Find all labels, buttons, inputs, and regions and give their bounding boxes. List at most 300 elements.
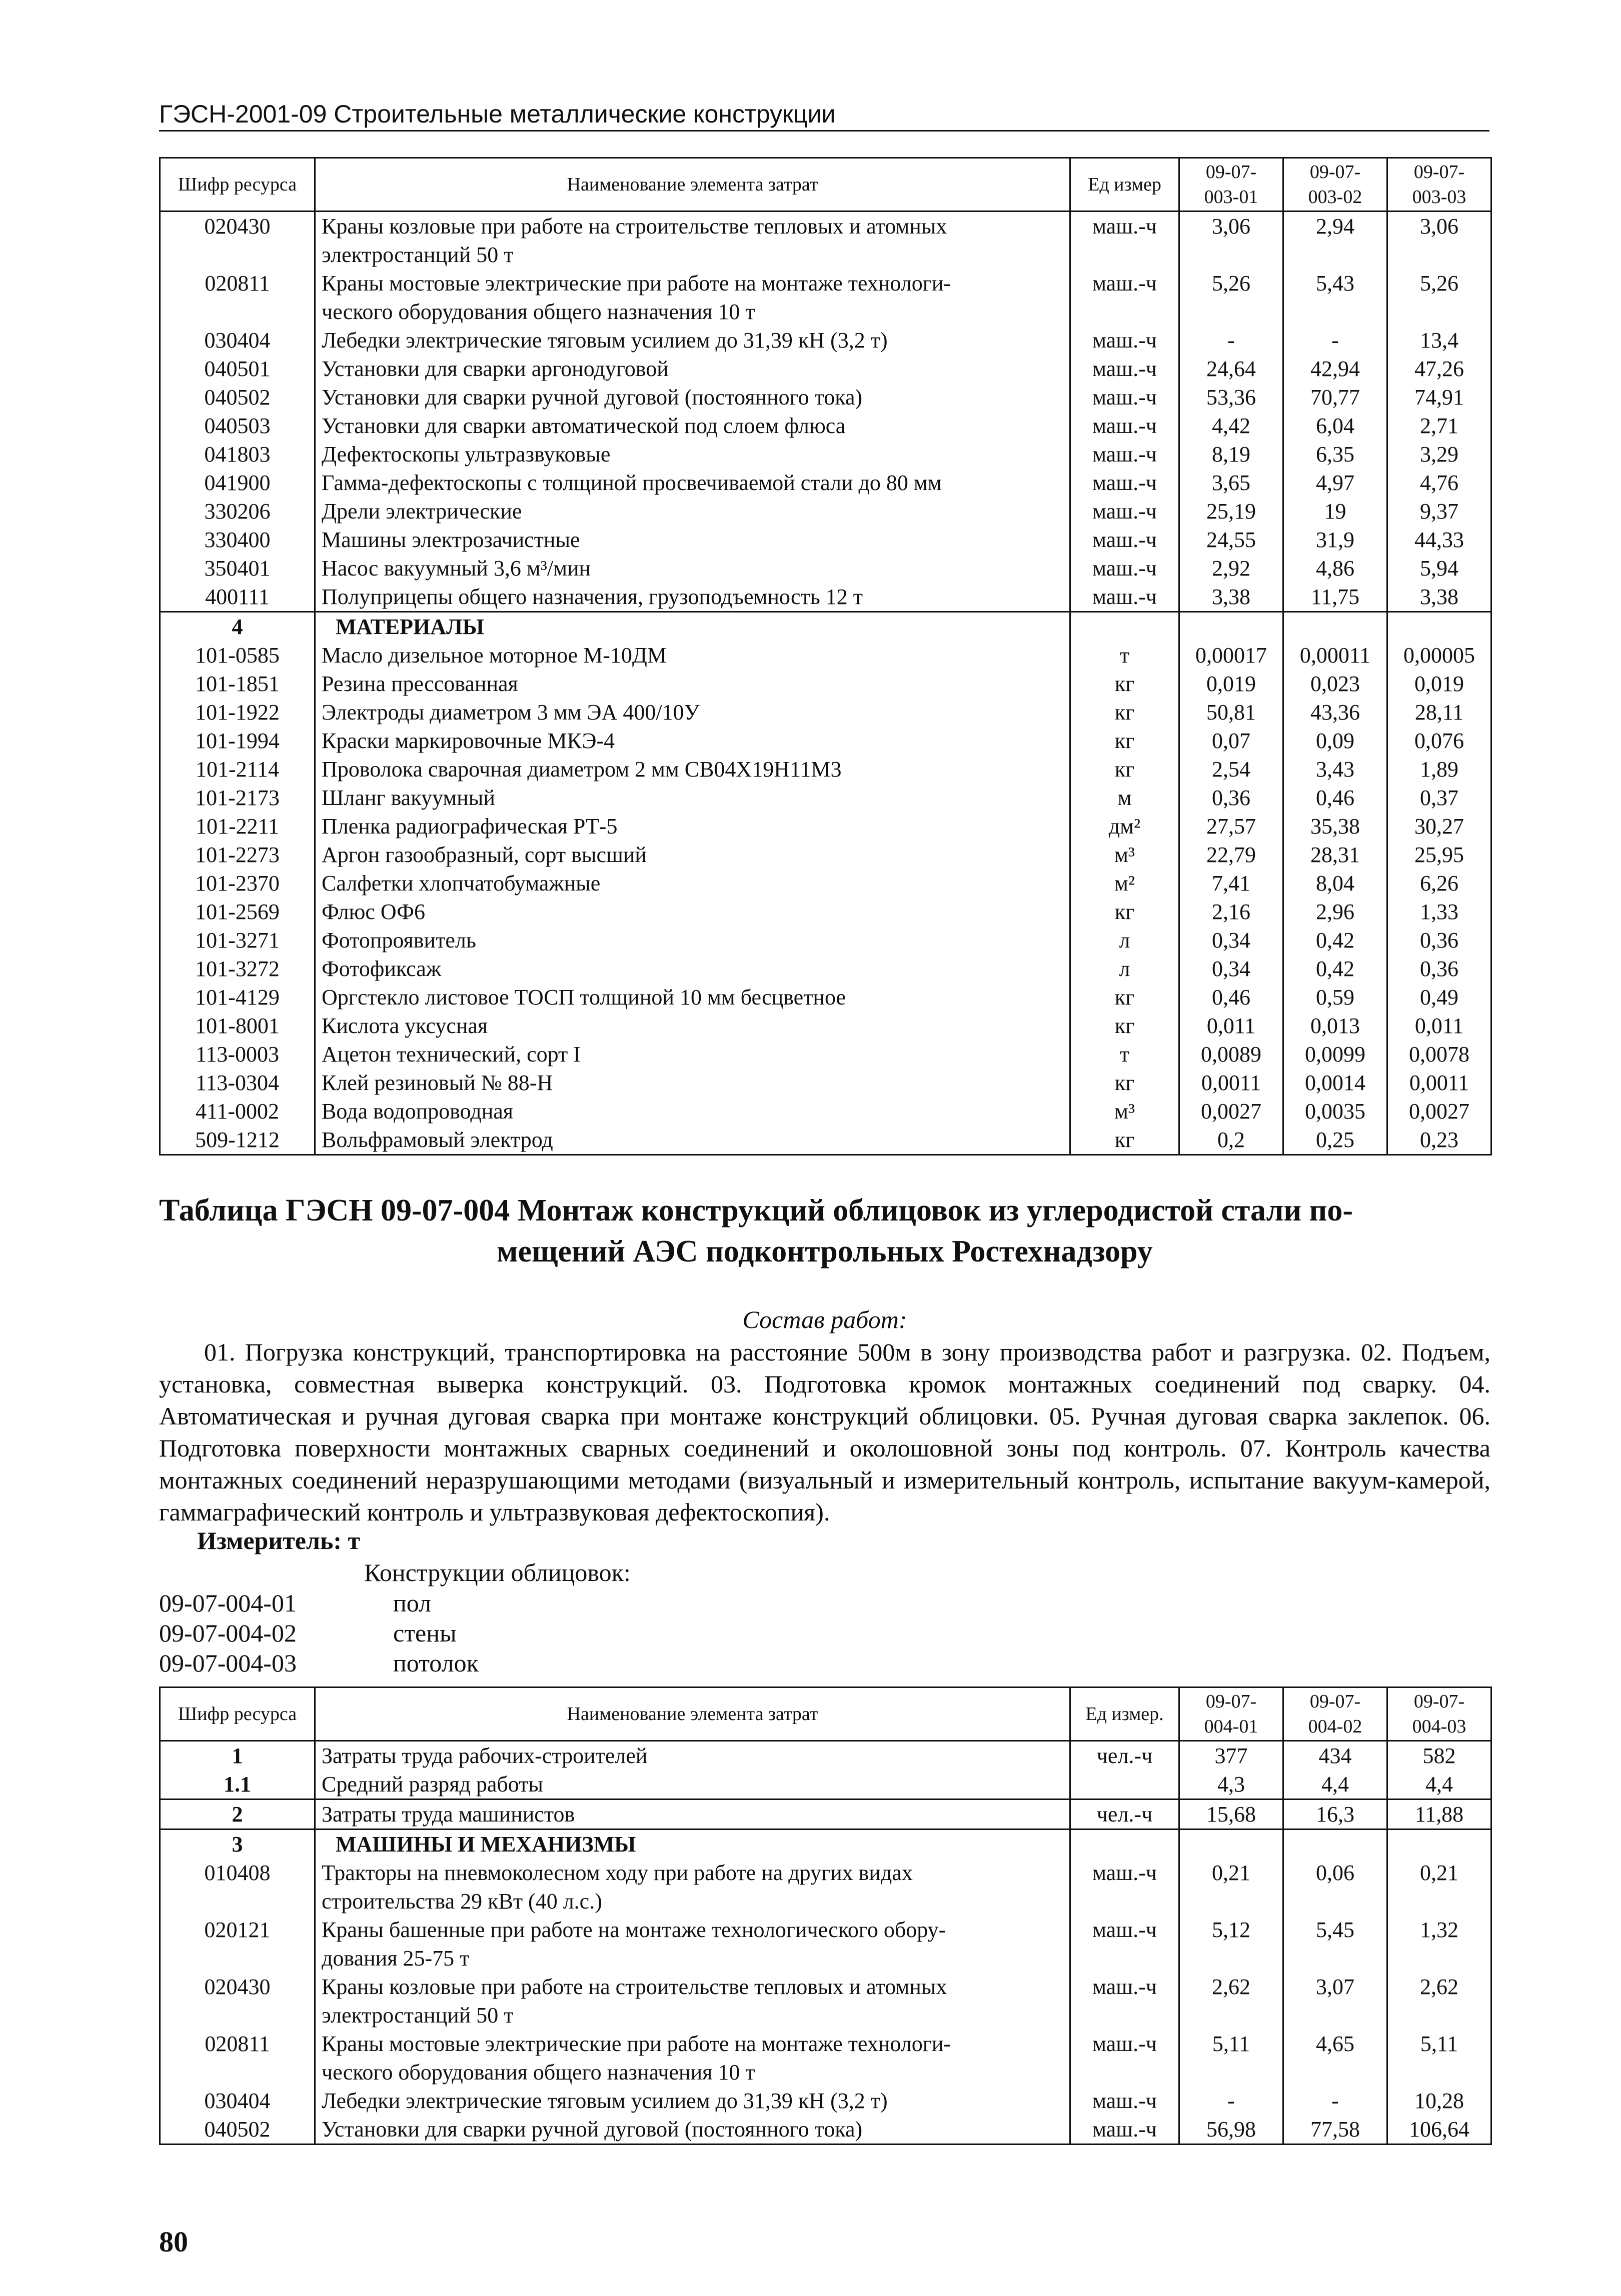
- table-header-row: [160, 158, 1491, 212]
- page-number: 80: [159, 2226, 188, 2258]
- variant-row: [159, 1588, 609, 1618]
- norm-value: 0,0027: [1179, 1097, 1283, 1126]
- norm-value: 11,88: [1387, 1800, 1491, 1830]
- resource-table-004: [159, 1686, 1492, 2145]
- resource-unit: маш.-ч: [1070, 326, 1179, 354]
- resource-code: 101-8001: [160, 1012, 315, 1040]
- table-row: [160, 1972, 1491, 2030]
- empty-cell: [1179, 612, 1283, 642]
- norm-value: -: [1179, 326, 1283, 354]
- col-header-unit: Ед измер.: [1070, 1688, 1179, 1741]
- resource-name: Машины электрозачистные: [315, 526, 1070, 554]
- norm-value: 106,64: [1387, 2115, 1491, 2144]
- norm-value: 434: [1283, 1741, 1387, 1770]
- col-header-unit: Ед измер: [1070, 158, 1179, 212]
- resource-name: Вода водопроводная: [315, 1097, 1070, 1126]
- norm-value: 1,32: [1387, 1916, 1491, 1972]
- norm-value: 25,95: [1387, 840, 1491, 869]
- table-row: [160, 554, 1491, 582]
- resource-unit: маш.-ч: [1070, 2086, 1179, 2115]
- norm-value: 53,36: [1179, 383, 1283, 412]
- col-header-norm-1: 09-07- 004-01: [1179, 1688, 1283, 1741]
- resource-unit: маш.-ч: [1070, 269, 1179, 326]
- resource-name: Краны козловые при работе на строительстве тепловых и атомных электростанций 50 т: [315, 212, 1070, 270]
- resource-name: Фотопроявитель: [315, 926, 1070, 954]
- resource-unit: маш.-ч: [1070, 582, 1179, 612]
- resource-unit: маш.-ч: [1070, 1972, 1179, 2030]
- resource-name: Фотофиксаж: [315, 954, 1070, 983]
- norm-value: 0,42: [1283, 954, 1387, 983]
- resource-code: 041803: [160, 440, 315, 468]
- norm-value: 13,4: [1387, 326, 1491, 354]
- norm-value: 3,38: [1179, 582, 1283, 612]
- norm-value: 30,27: [1387, 812, 1491, 840]
- norm-value: 1,33: [1387, 898, 1491, 926]
- empty-cell: [1179, 1830, 1283, 1859]
- resource-name: Дрели электрические: [315, 497, 1070, 526]
- resource-name: Гамма-дефектоскопы с толщиной просвечиваемой стали до 80 мм: [315, 468, 1070, 497]
- norm-value: 7,41: [1179, 869, 1283, 898]
- table-row: [160, 1126, 1491, 1155]
- norm-value: 4,4: [1387, 1770, 1491, 1800]
- norm-value: 2,71: [1387, 412, 1491, 440]
- resource-name: Краны мостовые электрические при работе на монтаже технологи- ческого оборудования общего назначения 10 т: [315, 269, 1070, 326]
- resource-code: 020811: [160, 269, 315, 326]
- norm-value: 6,04: [1283, 412, 1387, 440]
- norm-value: 3,43: [1283, 755, 1387, 784]
- norm-value: 4,65: [1283, 2030, 1387, 2086]
- empty-cell: [1283, 1830, 1387, 1859]
- resource-code: 030404: [160, 2086, 315, 2115]
- norm-value: 27,57: [1179, 812, 1283, 840]
- resource-unit: кг: [1070, 898, 1179, 926]
- resource-unit: т: [1070, 1040, 1179, 1068]
- resource-unit: дм²: [1070, 812, 1179, 840]
- norm-value: 0,25: [1283, 1126, 1387, 1155]
- resource-unit: маш.-ч: [1070, 497, 1179, 526]
- resource-unit: маш.-ч: [1070, 440, 1179, 468]
- norm-value: 70,77: [1283, 383, 1387, 412]
- norm-value: 0,013: [1283, 1012, 1387, 1040]
- norm-value: 44,33: [1387, 526, 1491, 554]
- resource-code: 400111: [160, 582, 315, 612]
- variant-code: 09-07-004-01: [159, 1589, 297, 1617]
- resource-code: 020430: [160, 1972, 315, 2030]
- resource-unit: маш.-ч: [1070, 468, 1179, 497]
- resource-name: Салфетки хлопчатобумажные: [315, 869, 1070, 898]
- table-row: [160, 641, 1491, 670]
- norm-value: 0,0078: [1387, 1040, 1491, 1068]
- table-header-row: [160, 1688, 1491, 1741]
- works-description: 01. Погрузка конструкций, транспортировка на расстояние 500м в зону производства работ и разгрузка. 02. Подъем, установка, совместная выверка конструкций. 03. Подготовка кромок монтажных соединений под сварку. 04. Автоматическая и ручная дуговая сварка при монтаже конструкций облицовки. 05. Ручная дуговая сварка заклепок. 06. Подготовка поверхности монтажных сварных соединений и околошовной зоны под контроль. 07. Контроль качества монтажных соединений неразрушающими методами (визуальный и измерительный контроль, испытание вакуум-камерой, гаммаграфический контроль и ультразвуковая дефектоскопия).: [159, 1338, 1490, 1526]
- norm-value: 0,076: [1387, 726, 1491, 755]
- norm-value: 0,00005: [1387, 641, 1491, 670]
- resource-code: 509-1212: [160, 1126, 315, 1155]
- col-header-norm-2: 09-07- 004-02: [1283, 1688, 1387, 1741]
- table-row: [160, 582, 1491, 612]
- norm-value: 19: [1283, 497, 1387, 526]
- norm-value: 8,04: [1283, 869, 1387, 898]
- table-row: [160, 755, 1491, 784]
- table-row: [160, 869, 1491, 898]
- norm-value: 0,0035: [1283, 1097, 1387, 1126]
- resource-code: 030404: [160, 326, 315, 354]
- norm-value: 0,36: [1179, 784, 1283, 812]
- empty-cell: [1070, 1830, 1179, 1859]
- resource-unit: маш.-ч: [1070, 554, 1179, 582]
- resource-name: Краны мостовые электрические при работе на монтаже технологи- ческого оборудования общего назначения 10 т: [315, 2030, 1070, 2086]
- table-row: [160, 670, 1491, 698]
- constructions-title: Конструкции облицовок:: [364, 1558, 631, 1586]
- table-row: [160, 812, 1491, 840]
- variant-row: [159, 1618, 609, 1648]
- norm-value: 4,3: [1179, 1770, 1283, 1800]
- section-title: Таблица ГЭСН 09-07-004 Монтаж конструкций облицовок из углеродистой стали по- мещений АЭС подконтрольных Ростехнадзору: [159, 1194, 1353, 1268]
- resource-unit: кг: [1070, 726, 1179, 755]
- resource-code: 101-0585: [160, 641, 315, 670]
- resource-code: 101-3272: [160, 954, 315, 983]
- resource-code: 2: [160, 1800, 315, 1830]
- resource-code: 010408: [160, 1858, 315, 1916]
- norm-value: 0,0089: [1179, 1040, 1283, 1068]
- table-row: [160, 212, 1491, 270]
- resource-code: 020811: [160, 2030, 315, 2086]
- norm-value: 0,09: [1283, 726, 1387, 755]
- norm-value: 25,19: [1179, 497, 1283, 526]
- resource-unit: чел.-ч: [1070, 1741, 1179, 1770]
- table-row: [160, 926, 1491, 954]
- variants-list: [159, 1588, 609, 1678]
- table-row: [160, 1916, 1491, 1972]
- resource-table-003: [159, 157, 1492, 1156]
- norm-value: 28,31: [1283, 840, 1387, 869]
- norm-value: 43,36: [1283, 698, 1387, 726]
- resource-name: Пленка радиографическая РТ-5: [315, 812, 1070, 840]
- resource-name: Электроды диаметром 3 мм ЭА 400/10У: [315, 698, 1070, 726]
- empty-cell: [1070, 612, 1179, 642]
- table-row: [160, 983, 1491, 1012]
- norm-value: 2,54: [1179, 755, 1283, 784]
- table-row: [160, 954, 1491, 983]
- resource-code: 330400: [160, 526, 315, 554]
- resource-code: 101-1851: [160, 670, 315, 698]
- norm-value: -: [1283, 2086, 1387, 2115]
- empty-cell: [1283, 612, 1387, 642]
- norm-value: 0,07: [1179, 726, 1283, 755]
- norm-value: 22,79: [1179, 840, 1283, 869]
- norm-value: -: [1283, 326, 1387, 354]
- measure-value: т: [348, 1526, 361, 1554]
- resource-name: Краны козловые при работе на строительстве тепловых и атомных электростанций 50 т: [315, 1972, 1070, 2030]
- norm-value: 2,92: [1179, 554, 1283, 582]
- resource-code: 101-3271: [160, 926, 315, 954]
- section-row: [160, 612, 1491, 642]
- norm-value: 0,36: [1387, 926, 1491, 954]
- table-row: [160, 898, 1491, 926]
- resource-name: Полуприцепы общего назначения, грузоподъемность 12 т: [315, 582, 1070, 612]
- resource-name: Установки для сварки аргонодуговой: [315, 354, 1070, 383]
- table-row: [160, 526, 1491, 554]
- table-row: [160, 497, 1491, 526]
- resource-unit: м: [1070, 784, 1179, 812]
- resource-unit: кг: [1070, 983, 1179, 1012]
- norm-value: 2,62: [1179, 1972, 1283, 2030]
- norm-value: 3,29: [1387, 440, 1491, 468]
- resource-code: 101-2173: [160, 784, 315, 812]
- norm-value: 5,26: [1179, 269, 1283, 326]
- norm-value: 35,38: [1283, 812, 1387, 840]
- norm-value: 50,81: [1179, 698, 1283, 726]
- section-title: МАШИНЫ И МЕХАНИЗМЫ: [315, 1830, 1070, 1859]
- resource-code: 101-4129: [160, 983, 315, 1012]
- resource-name: Аргон газообразный, сорт высший: [315, 840, 1070, 869]
- resource-unit: м²: [1070, 869, 1179, 898]
- resource-unit: маш.-ч: [1070, 1916, 1179, 1972]
- resource-unit: кг: [1070, 670, 1179, 698]
- norm-value: 0,34: [1179, 926, 1283, 954]
- norm-value: 3,06: [1179, 212, 1283, 270]
- norm-value: 0,49: [1387, 983, 1491, 1012]
- norm-value: 3,38: [1387, 582, 1491, 612]
- resource-unit: [1070, 1770, 1179, 1800]
- norm-value: 0,34: [1179, 954, 1283, 983]
- norm-value: 0,21: [1387, 1858, 1491, 1916]
- norm-value: 2,62: [1387, 1972, 1491, 2030]
- table-row: [160, 440, 1491, 468]
- resource-code: 113-0304: [160, 1068, 315, 1097]
- resource-name: Оргстекло листовое ТОСП толщиной 10 мм бесцветное: [315, 983, 1070, 1012]
- norm-value: 1,89: [1387, 755, 1491, 784]
- table-row: [160, 2030, 1491, 2086]
- col-header-code: Шифр ресурса: [160, 158, 315, 212]
- norm-value: 56,98: [1179, 2115, 1283, 2144]
- table-row: [160, 468, 1491, 497]
- resource-code: 040501: [160, 354, 315, 383]
- norm-value: 0,46: [1283, 784, 1387, 812]
- norm-value: 0,0027: [1387, 1097, 1491, 1126]
- section-title: МАТЕРИАЛЫ: [315, 612, 1070, 642]
- resource-unit: маш.-ч: [1070, 383, 1179, 412]
- col-header-name: Наименование элемента затрат: [315, 158, 1070, 212]
- norm-value: 377: [1179, 1741, 1283, 1770]
- norm-value: 8,19: [1179, 440, 1283, 468]
- resource-code: 101-1922: [160, 698, 315, 726]
- table-row: [160, 698, 1491, 726]
- resource-name: Ацетон технический, сорт I: [315, 1040, 1070, 1068]
- norm-value: 9,37: [1387, 497, 1491, 526]
- section-code: 3: [160, 1830, 315, 1859]
- resource-code: 101-2370: [160, 869, 315, 898]
- resource-code: 330206: [160, 497, 315, 526]
- variant-code: 09-07-004-02: [159, 1619, 297, 1647]
- norm-value: 6,26: [1387, 869, 1491, 898]
- resource-code: 1.1: [160, 1770, 315, 1800]
- empty-cell: [1387, 612, 1491, 642]
- resource-unit: кг: [1070, 1012, 1179, 1040]
- measure-label: Измеритель:: [197, 1526, 342, 1554]
- norm-value: 2,94: [1283, 212, 1387, 270]
- resource-name: Затраты труда рабочих-строителей: [315, 1741, 1070, 1770]
- norm-value: 5,43: [1283, 269, 1387, 326]
- norm-value: 42,94: [1283, 354, 1387, 383]
- resource-unit: маш.-ч: [1070, 212, 1179, 270]
- resource-name: Лебедки электрические тяговым усилием до 31,39 кН (3,2 т): [315, 2086, 1070, 2115]
- resource-name: Краны башенные при работе на монтаже технологического обору- дования 25-75 т: [315, 1916, 1070, 1972]
- norm-value: 24,64: [1179, 354, 1283, 383]
- table-row: [160, 1770, 1491, 1800]
- norm-value: 2,96: [1283, 898, 1387, 926]
- table-row: [160, 1012, 1491, 1040]
- resource-code: 113-0003: [160, 1040, 315, 1068]
- norm-value: 0,0014: [1283, 1068, 1387, 1097]
- norm-value: 3,07: [1283, 1972, 1387, 2030]
- norm-value: 77,58: [1283, 2115, 1387, 2144]
- resource-code: 040502: [160, 383, 315, 412]
- table-row: [160, 1068, 1491, 1097]
- norm-value: 0,21: [1179, 1858, 1283, 1916]
- norm-value: 74,91: [1387, 383, 1491, 412]
- resource-unit: м³: [1070, 840, 1179, 869]
- resource-name: Установки для сварки ручной дуговой (постоянного тока): [315, 383, 1070, 412]
- norm-value: 0,06: [1283, 1858, 1387, 1916]
- resource-name: Лебедки электрические тяговым усилием до 31,39 кН (3,2 т): [315, 326, 1070, 354]
- resource-unit: маш.-ч: [1070, 354, 1179, 383]
- col-header-norm-3: 09-07- 004-03: [1387, 1688, 1491, 1741]
- norm-value: 31,9: [1283, 526, 1387, 554]
- variant-name: стены: [393, 1619, 457, 1647]
- resource-name: Проволока сварочная диаметром 2 мм СВ04Х19Н11М3: [315, 755, 1070, 784]
- resource-code: 040503: [160, 412, 315, 440]
- resource-unit: маш.-ч: [1070, 2030, 1179, 2086]
- col-header-name: Наименование элемента затрат: [315, 1688, 1070, 1741]
- norm-value: 582: [1387, 1741, 1491, 1770]
- resource-name: Установки для сварки ручной дуговой (постоянного тока): [315, 2115, 1070, 2144]
- resource-name: Резина прессованная: [315, 670, 1070, 698]
- resource-code: 350401: [160, 554, 315, 582]
- norm-value: 0,019: [1179, 670, 1283, 698]
- norm-value: 0,37: [1387, 784, 1491, 812]
- resource-unit: маш.-ч: [1070, 1858, 1179, 1916]
- resource-code: 040502: [160, 2115, 315, 2144]
- norm-value: 0,00017: [1179, 641, 1283, 670]
- norm-value: 0,011: [1179, 1012, 1283, 1040]
- norm-value: 10,28: [1387, 2086, 1491, 2115]
- resource-name: Средний разряд работы: [315, 1770, 1070, 1800]
- works-heading: Состав работ:: [742, 1306, 907, 1334]
- col-header-norm-1: 09-07- 003-01: [1179, 158, 1283, 212]
- table-row: [160, 2115, 1491, 2144]
- resource-code: 020121: [160, 1916, 315, 1972]
- variant-name: пол: [393, 1589, 432, 1617]
- resource-code: 020430: [160, 212, 315, 270]
- norm-value: 0,023: [1283, 670, 1387, 698]
- measure-line: [197, 1525, 360, 1556]
- resource-name: Тракторы на пневмоколесном ходу при работе на других видах строительства 29 кВт (40 л.с.): [315, 1858, 1070, 1916]
- resource-unit: кг: [1070, 755, 1179, 784]
- variant-row: [159, 1648, 609, 1678]
- norm-value: 4,86: [1283, 554, 1387, 582]
- variant-code: 09-07-004-03: [159, 1649, 297, 1677]
- norm-value: 0,0099: [1283, 1040, 1387, 1068]
- norm-value: 47,26: [1387, 354, 1491, 383]
- table-row: [160, 354, 1491, 383]
- norm-value: 5,11: [1179, 2030, 1283, 2086]
- resource-name: Дефектоскопы ультразвуковые: [315, 440, 1070, 468]
- norm-value: 0,00011: [1283, 641, 1387, 670]
- norm-value: 3,06: [1387, 212, 1491, 270]
- resource-unit: м³: [1070, 1097, 1179, 1126]
- section-code: 4: [160, 612, 315, 642]
- resource-unit: маш.-ч: [1070, 2115, 1179, 2144]
- table-row: [160, 840, 1491, 869]
- resource-unit: т: [1070, 641, 1179, 670]
- resource-code: 411-0002: [160, 1097, 315, 1126]
- resource-unit: чел.-ч: [1070, 1800, 1179, 1830]
- resource-code: 1: [160, 1741, 315, 1770]
- norm-value: 16,3: [1283, 1800, 1387, 1830]
- page-header: ГЭСН-2001-09 Строительные металлические конструкции: [159, 99, 1489, 132]
- table-row: [160, 1858, 1491, 1916]
- norm-value: 11,75: [1283, 582, 1387, 612]
- resource-code: 101-2211: [160, 812, 315, 840]
- resource-name: Кислота уксусная: [315, 1012, 1070, 1040]
- norm-value: 2,16: [1179, 898, 1283, 926]
- resource-unit: кг: [1070, 1068, 1179, 1097]
- table-row: [160, 1741, 1491, 1770]
- col-header-norm-3: 09-07- 003-03: [1387, 158, 1491, 212]
- norm-value: 24,55: [1179, 526, 1283, 554]
- table-row: [160, 1097, 1491, 1126]
- norm-value: 0,46: [1179, 983, 1283, 1012]
- norm-value: 15,68: [1179, 1800, 1283, 1830]
- norm-value: 0,36: [1387, 954, 1491, 983]
- norm-value: 0,011: [1387, 1012, 1491, 1040]
- col-header-norm-2: 09-07- 003-02: [1283, 158, 1387, 212]
- norm-value: 5,94: [1387, 554, 1491, 582]
- norm-value: 5,11: [1387, 2030, 1491, 2086]
- norm-value: 4,4: [1283, 1770, 1387, 1800]
- norm-value: 0,59: [1283, 983, 1387, 1012]
- variant-name: потолок: [393, 1649, 479, 1677]
- resource-name: Флюс ОФ6: [315, 898, 1070, 926]
- resource-unit: л: [1070, 954, 1179, 983]
- table-row: [160, 1040, 1491, 1068]
- norm-value: 0,019: [1387, 670, 1491, 698]
- resource-code: 101-2569: [160, 898, 315, 926]
- norm-value: 0,0011: [1179, 1068, 1283, 1097]
- norm-value: 4,42: [1179, 412, 1283, 440]
- resource-code: 101-2273: [160, 840, 315, 869]
- resource-name: Клей резиновый № 88-Н: [315, 1068, 1070, 1097]
- table-row: [160, 1800, 1491, 1830]
- norm-value: 0,23: [1387, 1126, 1491, 1155]
- resource-unit: маш.-ч: [1070, 412, 1179, 440]
- resource-unit: кг: [1070, 1126, 1179, 1155]
- resource-unit: маш.-ч: [1070, 526, 1179, 554]
- resource-unit: л: [1070, 926, 1179, 954]
- resource-name: Масло дизельное моторное М-10ДМ: [315, 641, 1070, 670]
- norm-value: 4,97: [1283, 468, 1387, 497]
- norm-value: 5,45: [1283, 1916, 1387, 1972]
- norm-value: 28,11: [1387, 698, 1491, 726]
- resource-code: 101-1994: [160, 726, 315, 755]
- norm-value: 5,26: [1387, 269, 1491, 326]
- resource-name: Насос вакуумный 3,6 м³/мин: [315, 554, 1070, 582]
- resource-name: Шланг вакуумный: [315, 784, 1070, 812]
- resource-unit: кг: [1070, 698, 1179, 726]
- empty-cell: [1387, 1830, 1491, 1859]
- norm-value: 0,2: [1179, 1126, 1283, 1155]
